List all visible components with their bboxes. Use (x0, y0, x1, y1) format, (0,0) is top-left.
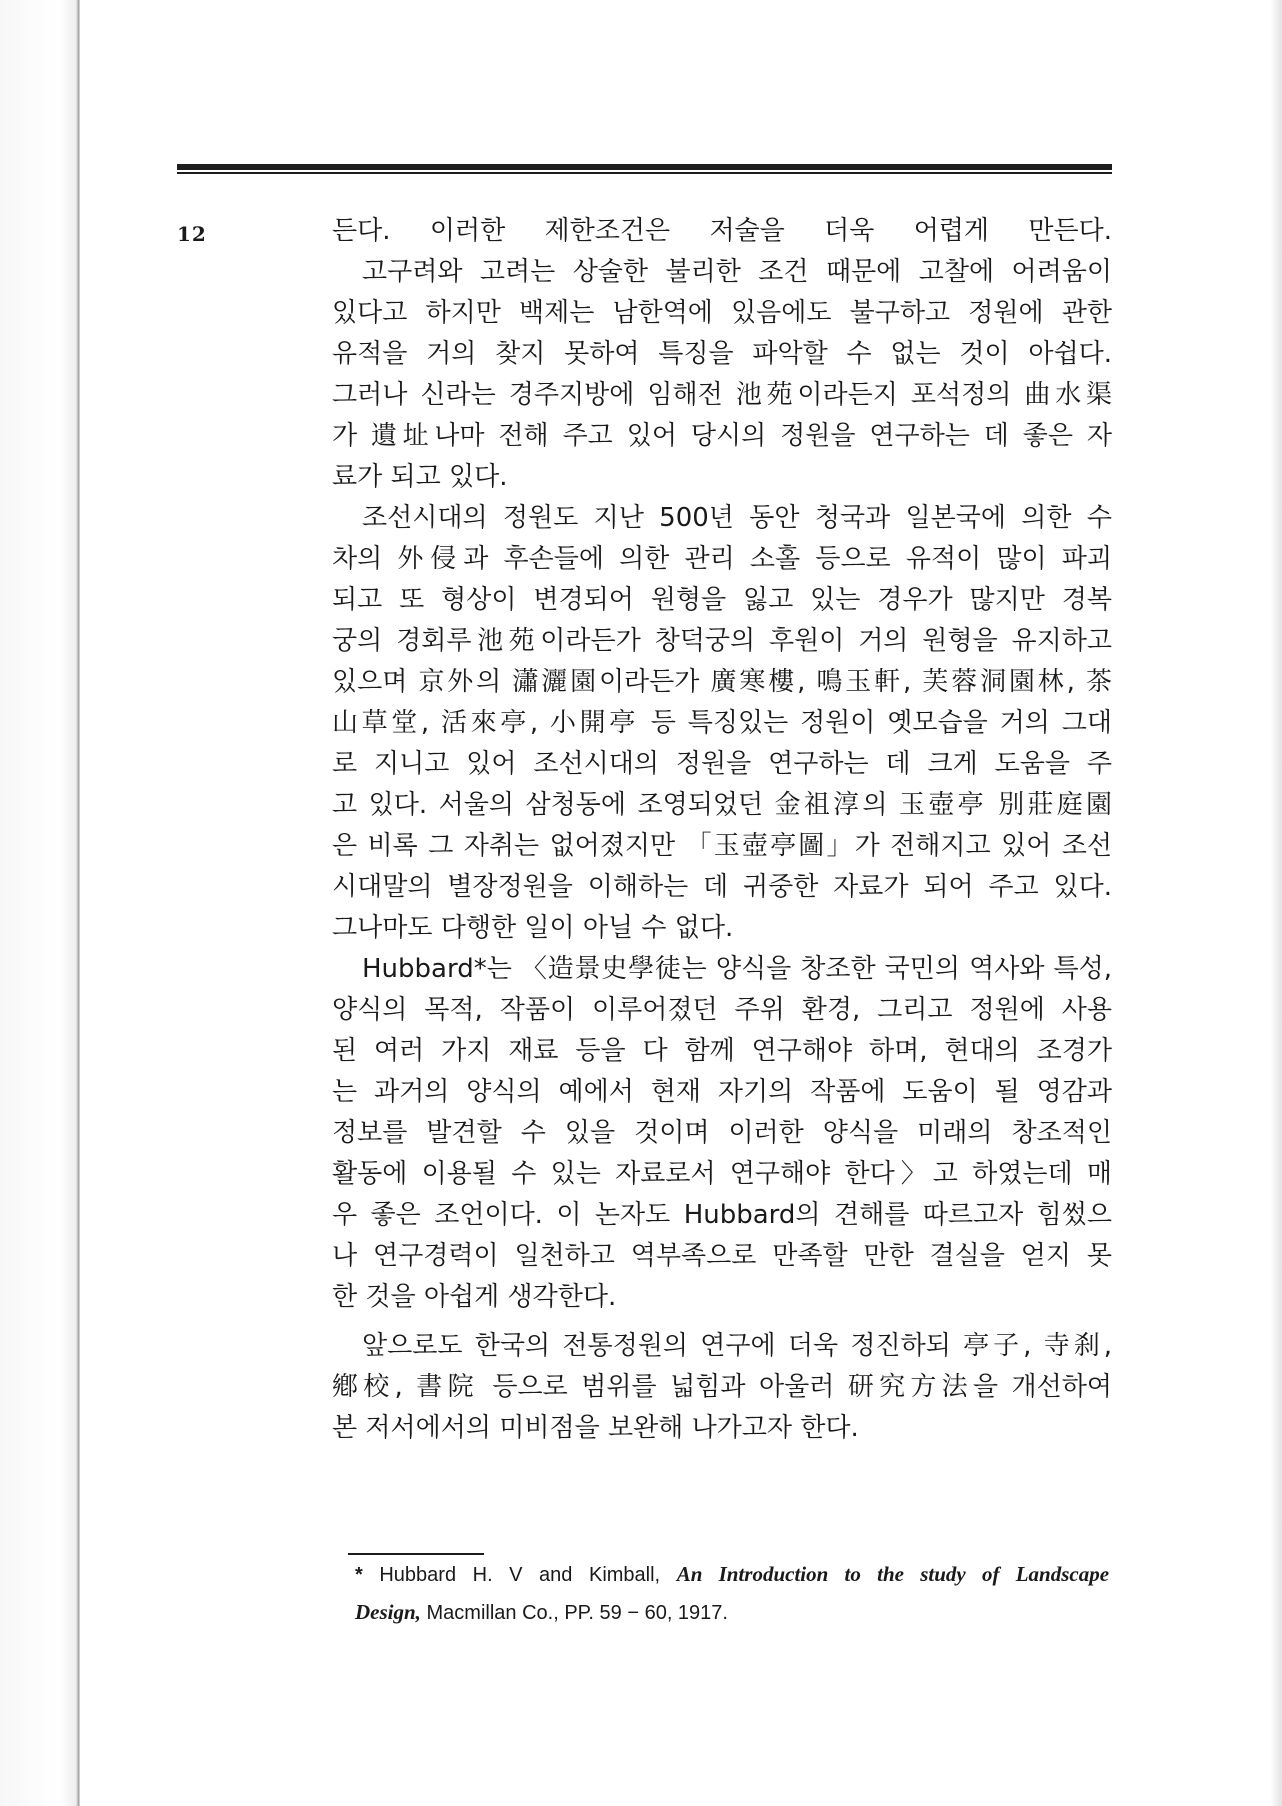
footnote-publisher: Macmillan Co., PP. 59 − 60, 1917. (426, 1602, 728, 1624)
text-line: 는 과거의 양식의 예에서 현재 자기의 작품에 도움이 될 영감과 (332, 1077, 1112, 1107)
text-line: 차의 外侵과 후손들에 의한 관리 소홀 등으로 유적이 많이 파괴 (332, 544, 1112, 574)
page-left-edge (0, 0, 80, 1806)
footnote-line-2 (355, 1594, 1109, 1632)
body-text (332, 211, 1112, 1449)
footnote-authors: Hubbard H. V and Kimball, (379, 1564, 661, 1586)
text-line: 양식의 목적, 작품이 이루어졌던 주위 환경, 그리고 정원에 사용 (332, 995, 1112, 1025)
text-line: 鄕校, 書院 등으로 범위를 넓힘과 아울러 研究方法을 개선하여 (332, 1372, 1112, 1402)
text-line: 한 것을 아쉽게 생각한다. (332, 1282, 617, 1312)
text-line: 조선시대의 정원도 지난 500년 동안 청국과 일본국에 의한 수 (362, 503, 1112, 533)
text-line: 되고 또 형상이 변경되어 원형을 잃고 있는 경우가 많지만 경복 (332, 585, 1112, 615)
text-line: 그나마도 다행한 일이 아닐 수 없다. (332, 913, 734, 943)
text-line: 나 연구경력이 일천하고 역부족으로 만족할 만한 결실을 얻지 못 (332, 1241, 1112, 1271)
text-line: 있다고 하지만 백제는 남한역에 있음에도 불구하고 정원에 관한 (332, 298, 1112, 328)
page-right-edge (1270, 0, 1282, 1806)
text-line: 은 비록 그 자취는 없어졌지만 「玉壺亭圖」가 전해지고 있어 조선 (332, 831, 1112, 861)
text-line: 가 遺址나마 전해 주고 있어 당시의 정원을 연구하는 데 좋은 자 (332, 421, 1112, 451)
footnote-title: An Introduction to the study of Landscape (676, 1562, 1110, 1586)
text-line: 료가 되고 있다. (332, 462, 508, 492)
text-line: 된 여러 가지 재료 등을 다 함께 연구해야 하며, 현대의 조경가 (332, 1036, 1112, 1066)
footnote-title-end: Design, (355, 1600, 421, 1624)
text-line: 시대말의 별장정원을 이해하는 데 귀중한 자료가 되어 주고 있다. (332, 872, 1112, 902)
text-line: 활동에 이용될 수 있는 자료로서 연구해야 한다〉고 하였는데 매 (332, 1159, 1112, 1189)
text-line: 든다. 이러한 제한조건은 저술을 더욱 어렵게 만든다. (332, 216, 1112, 246)
text-line: 山草堂, 活來亭, 小開亭 등 특징있는 정원이 옛모습을 거의 그대 (332, 708, 1112, 738)
footnote (355, 1556, 1109, 1632)
text-line: Hubbard*는 〈造景史學徒는 양식을 창조한 국민의 역사와 특성, (362, 954, 1112, 984)
text-line: 있으며 京外의 瀟灑園이라든가 廣寒樓, 鳴玉軒, 芙蓉洞園林, 茶 (332, 667, 1112, 697)
text-line: 본 저서에서의 미비점을 보완해 나가고자 한다. (332, 1413, 859, 1443)
text-line: 로 지니고 있어 조선시대의 정원을 연구하는 데 크게 도움을 주 (332, 749, 1112, 779)
text-line: 유적을 거의 찾지 못하여 특징을 파악할 수 없는 것이 아쉽다. (332, 339, 1112, 369)
header-rule (177, 164, 1112, 174)
text-line: 고구려와 고려는 상술한 불리한 조건 때문에 고찰에 어려움이 (362, 257, 1112, 287)
text-line: 앞으로도 한국의 전통정원의 연구에 더욱 정진하되 亭子, 寺刹, (362, 1331, 1112, 1361)
text-line: 정보를 발견할 수 있을 것이며 이러한 양식을 미래의 창조적인 (332, 1118, 1112, 1148)
page-number: 12 (177, 222, 207, 246)
text-line: 우 좋은 조언이다. 이 논자도 Hubbard의 견해를 따르고자 힘썼으 (332, 1200, 1112, 1230)
text-line: 그러나 신라는 경주지방에 임해전 池苑이라든지 포석정의 曲水渠 (332, 380, 1112, 410)
text-line: 고 있다. 서울의 삼청동에 조영되었던 金祖淳의 玉壺亭 別莊庭園 (332, 790, 1112, 820)
footnote-marker: * (355, 1564, 363, 1586)
text-line: 궁의 경회루池苑이라든가 창덕궁의 후원이 거의 원형을 유지하고 (332, 626, 1112, 656)
footnote-rule (348, 1553, 484, 1555)
footnote-line-1 (355, 1556, 1109, 1594)
